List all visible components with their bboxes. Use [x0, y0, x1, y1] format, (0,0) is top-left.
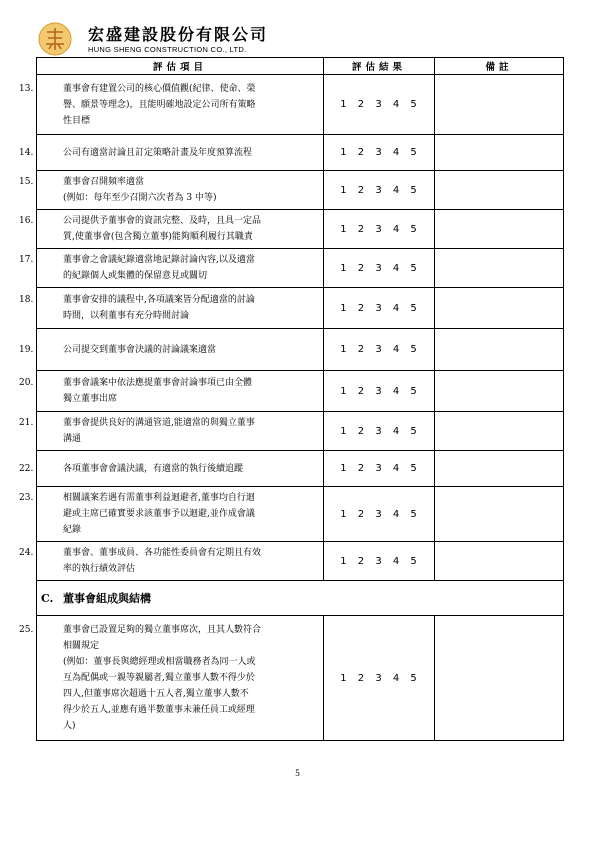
table-row	[37, 288, 564, 329]
item-number: 15.	[19, 177, 34, 187]
remarks-cell	[435, 412, 564, 451]
table-row	[37, 249, 564, 288]
rating-scale: 1 2 3 4 5	[324, 329, 435, 371]
item-text: 溝通	[63, 434, 82, 444]
item-text: 人)	[63, 721, 76, 731]
item-text: 董事會安排的議程中,各項議案皆分配適當的討論	[63, 295, 255, 305]
evaluation-item	[19, 451, 324, 487]
evaluation-item	[19, 371, 324, 412]
remarks-cell	[435, 371, 564, 412]
item-line	[19, 342, 319, 358]
item-text: 質,使董事會(包含獨立董事)能夠順利履行其職責	[63, 232, 253, 242]
table-row	[37, 487, 564, 542]
evaluation-item	[19, 542, 324, 581]
company-name-en: HUNG SHENG CONSTRUCTION CO., LTD.	[88, 45, 247, 54]
item-number: 22.	[19, 463, 34, 474]
item-number: 21.	[19, 418, 34, 428]
header-item: 評估項目	[37, 58, 324, 75]
item-number: 24.	[19, 548, 34, 558]
section-heading	[37, 581, 564, 616]
section-label: C.	[41, 592, 54, 605]
table-row	[37, 210, 564, 249]
item-text: 公司提供予董事會的資訊完整、及時，且具一定品	[63, 216, 262, 226]
table-header-row	[37, 58, 564, 75]
remarks-cell	[435, 451, 564, 487]
evaluation-table	[19, 57, 564, 741]
item-text: 董事會已設置足夠的獨立董事席次，且其人數符合	[63, 625, 262, 635]
rating-scale: 1 2 3 4 5	[324, 451, 435, 487]
remarks-cell	[435, 75, 564, 135]
evaluation-item	[19, 249, 324, 288]
item-text: 各項董事會會議決議，有適當的執行後續追蹤	[63, 463, 244, 474]
evaluation-item	[19, 288, 324, 329]
item-line	[19, 375, 319, 391]
table-row	[37, 616, 564, 741]
item-text: 紀錄	[63, 525, 82, 535]
item-line	[19, 252, 319, 268]
item-number: 16.	[19, 216, 34, 226]
rating-scale: 1 2 3 4 5	[324, 288, 435, 329]
rating-scale: 1 2 3 4 5	[324, 616, 435, 741]
item-text: (例如：董事長與總經理或相當職務者為同一人或	[63, 657, 256, 667]
rating-scale: 1 2 3 4 5	[324, 412, 435, 451]
item-text: 董事會提供良好的溝通管道,能適當的與獨立董事	[63, 418, 255, 428]
evaluation-item	[19, 210, 324, 249]
table-row	[37, 542, 564, 581]
item-text: 相關議案若遇有需董事利益迴避者,董事均自行迴	[63, 493, 255, 503]
table-row	[37, 135, 564, 171]
item-text: 董事會議案中依法應提董事會討論事項已由全體	[63, 378, 253, 388]
evaluation-item	[19, 616, 324, 741]
remarks-cell	[435, 210, 564, 249]
remarks-cell	[435, 487, 564, 542]
item-text: 互為配偶或一親等親屬者,獨立董事人數不得少於	[63, 673, 255, 683]
table-row	[37, 171, 564, 210]
item-text: 董事會有建置公司的核心價值觀(紀律、使命、榮	[63, 83, 256, 94]
rating-scale: 1 2 3 4 5	[324, 210, 435, 249]
company-name-cn: 宏盛建設股份有限公司	[88, 25, 269, 44]
table-row	[37, 451, 564, 487]
evaluation-item	[19, 412, 324, 451]
item-text: 董事會召開頻率適當	[63, 177, 145, 187]
item-text: 的紀錄個人或集體的保留意見或關切	[63, 271, 208, 281]
rating-scale: 1 2 3 4 5	[324, 487, 435, 542]
evaluation-item	[19, 135, 324, 171]
item-line	[19, 415, 319, 431]
company-logo-icon	[38, 22, 72, 56]
item-text: 董事會之會議紀錄適當地記錄討論內容,以及適當	[63, 255, 255, 265]
evaluation-item	[19, 329, 324, 371]
item-line	[19, 145, 319, 161]
rating-scale: 1 2 3 4 5	[324, 249, 435, 288]
item-number: 14.	[19, 147, 34, 158]
item-text: 四人,但董事席次超過十五人者,獨立董事人數不	[63, 689, 249, 699]
item-text: 時間，以利董事有充分時間討論	[63, 311, 190, 321]
item-line	[19, 213, 319, 229]
item-number: 25.	[19, 625, 34, 635]
remarks-cell	[435, 616, 564, 741]
item-line	[19, 490, 319, 506]
item-line	[19, 461, 319, 477]
page-number: 5	[295, 768, 300, 778]
table-row	[37, 371, 564, 412]
item-text: 譽、願景等理念)，且能明確地設定公司所有策略	[63, 99, 256, 110]
evaluation-item	[19, 487, 324, 542]
rating-scale: 1 2 3 4 5	[324, 75, 435, 135]
rating-scale: 1 2 3 4 5	[324, 542, 435, 581]
header-remarks: 備註	[435, 58, 564, 75]
item-text: 率的執行績效評估	[63, 564, 136, 574]
item-text: 得少於五人,並應有過半數董事未兼任員工或經理	[63, 705, 255, 715]
item-text: 獨立董事出席	[63, 394, 118, 404]
evaluation-item	[19, 171, 324, 210]
item-text: 性目標	[63, 115, 91, 126]
rating-scale: 1 2 3 4 5	[324, 135, 435, 171]
evaluation-item	[19, 75, 324, 135]
item-number: 17.	[19, 255, 34, 265]
table-row	[37, 412, 564, 451]
item-line	[19, 292, 319, 308]
item-text: 公司有適當討論且訂定策略計畫及年度預算流程	[63, 147, 253, 158]
section-row	[37, 581, 564, 616]
table-row	[37, 329, 564, 371]
header-result: 評估結果	[324, 58, 435, 75]
item-line	[19, 174, 319, 190]
rating-scale: 1 2 3 4 5	[324, 371, 435, 412]
item-text: 公司提交到董事會決議的討論議案適當	[63, 344, 217, 355]
item-line	[19, 81, 319, 97]
item-text: 相關規定	[63, 641, 100, 651]
item-line	[19, 545, 319, 561]
item-text: (例如：每年至少召開六次者為 3 中等)	[63, 193, 217, 203]
item-text: 避或主席已確實要求該董事予以迴避,並作成會議	[63, 509, 255, 519]
remarks-cell	[435, 135, 564, 171]
item-number: 20.	[19, 378, 34, 388]
table-body	[19, 75, 564, 741]
table-row	[37, 75, 564, 135]
remarks-cell	[435, 329, 564, 371]
section-title: 董事會組成與結構	[63, 592, 151, 605]
item-line	[19, 622, 319, 638]
remarks-cell	[435, 171, 564, 210]
rating-scale: 1 2 3 4 5	[324, 171, 435, 210]
remarks-cell	[435, 542, 564, 581]
company-header	[38, 22, 268, 58]
item-number: 13.	[19, 83, 34, 94]
item-number: 19.	[19, 344, 34, 355]
remarks-cell	[435, 288, 564, 329]
item-text: 董事會、董事成員、各功能性委員會有定期且有效	[63, 548, 262, 558]
item-number: 23.	[19, 493, 34, 503]
remarks-cell	[435, 249, 564, 288]
item-number: 18.	[19, 295, 34, 305]
